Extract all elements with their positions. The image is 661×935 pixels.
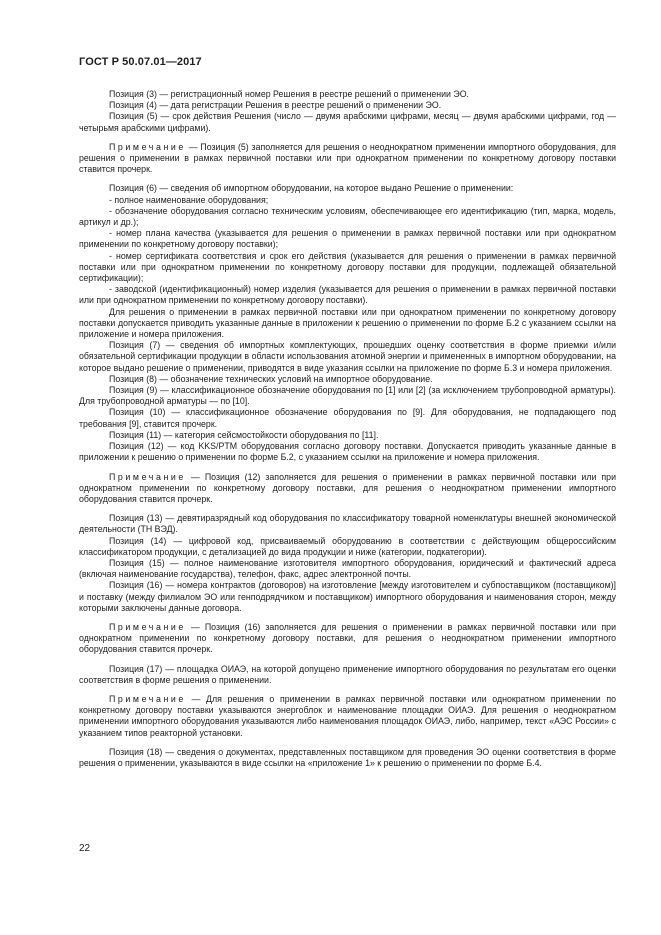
note-label: Примечание: [109, 141, 186, 152]
paragraph: Позиция (5) — срок действия Решения (число — двумя арабскими цифрами, месяц — двумя арабскими цифрами, год — четырьмя арабскими цифрами).: [79, 111, 616, 133]
list-item: - полное наименование оборудования;: [109, 194, 269, 205]
note-text: — Позиция (5) заполняется для решения о неоднократном применении импортного оборудования, для решения о применении в рамках первичной поставки или при однократном применении по конкретному договору поставки ставится прочерк.: [79, 141, 616, 175]
list-item: - обозначение оборудования согласно техническим условиям, обеспечивающее его идентификацию (тип, марка, модель, артикул и др.);: [79, 205, 616, 228]
paragraph: Позиция (9) — классификационное обозначение оборудования по [1] или [2] (за исключением трубопроводной арматуры). Для трубопроводной арматуры — по [10].: [79, 385, 616, 407]
note-text: — Позиция (12) заполняется для решения о применении в рамках первичной поставки или при однократном применении по конкретному договору поставки, для решения о неоднократном применении импортного оборудования ставится прочерк.: [79, 471, 616, 504]
paragraph: Позиция (10) — классификационное обозначение оборудования по [9]. Для оборудования, не подпадающего под требования [9], ставится прочерк.: [79, 407, 616, 429]
note-text: — Для решения о применении в рамках первичной поставки или однократном применении по конкретному договору поставки указываются энергоблок и наименование площадки ОИАЭ. Для решения о неоднократном применении импортного оборудования указываются либо наименования площадок ОИАЭ, либо, например, текст «АЭС России» с указанием типов реакторной установки.: [79, 693, 616, 738]
list-item: - номер сертификата соответствия и срок его действия (указывается для решения о применении в рамках первичной поставки или при однократном применении по конкретному договору поставки для продукции, подлежащей обязательной сертификации);: [79, 250, 616, 284]
paragraph: Позиция (3) — регистрационный номер Решения в реестре решений о применении ЭО.: [109, 89, 470, 99]
paragraph: Позиция (11) — категория сейсмостойкости оборудования по [11].: [109, 429, 379, 440]
note-label: Примечание: [109, 471, 186, 482]
note: [79, 694, 616, 739]
note: [79, 472, 616, 506]
note: [79, 622, 616, 656]
paragraph: Позиция (6) — сведения об импортном оборудовании, на которое выдано Решение о применении:: [109, 183, 514, 194]
list-item: - заводской (идентификационный) номер изделия (указывается для решения о применении в рамках первичной поставки или при однократном применении по конкретному договору поставки).: [79, 284, 616, 306]
paragraph: Позиция (18) — сведения о документах, представленных поставщиком для проведения ЭО оценки соответствия в форме решения о применении, указываются в виде ссылки на «приложение 1» к решению о применении по форме Б.4.: [79, 746, 616, 768]
note-label: Примечание: [109, 693, 186, 704]
document-header: ГОСТ Р 50.07.01—2017: [79, 56, 202, 68]
note-text: — Позиция (16) заполняется для решения о применении в рамках первичной поставки или при однократном применении по конкретному договору поставки, для решения о неоднократном применении импортного оборудования ставится прочерк.: [79, 621, 616, 655]
paragraph: Позиция (17) — площадка ОИАЭ, на которой допущено применение импортного оборудования по результатам его оценки соответствия в форме решения о применении.: [79, 663, 616, 685]
document-body: [79, 89, 616, 769]
paragraph: Позиция (14) — цифровой код, присваиваемый оборудованию в соответствии с действующим общероссийским классификатором продукции, с детализацией до вида продукции и ниже (категории, подкатегории).: [79, 535, 616, 557]
paragraph: Позиция (4) — дата регистрации Решения в реестре решений о применении ЭО.: [109, 100, 442, 111]
paragraph: Позиция (16) — номера контрактов (договоров) на изготовление [между изготовителем и субпоставщиком (поставщиком)] и поставку (между филиалом ЭО или генподрядчиком и поставщиком) импортного оборудования и наименования сторон, между которыми заключены данные договора.: [79, 580, 616, 613]
paragraph: Позиция (8) — обозначение технических условий на импортное оборудование.: [109, 373, 433, 384]
list-item: - номер плана качества (указывается для решения о применении в рамках первичной поставки или при однократном применении по конкретному договору поставки);: [79, 228, 616, 250]
paragraph: Позиция (7) — сведения об импортных комплектующих, прошедших оценку соответствия в форме приемки и/или обязательной сертификации продукции в области использования атомной энергии и примененных в импортном оборудовании, на которое выдано решение о применении, приводятся в виде указания ссылки на приложение по форме Б.3 и номера приложения.: [79, 340, 616, 373]
note-label: Примечание: [109, 621, 186, 632]
paragraph: Позиция (13) — девятиразрядный код оборудования по классификатору товарной номенклатуры внешней экономической деятельности (ТН ВЭД).: [79, 513, 616, 535]
page-number: 22: [79, 843, 91, 854]
note: [79, 142, 616, 176]
paragraph: Позиция (15) — полное наименование изготовителя импортного оборудования, юридический и фактический адреса (включая наименование государства), телефон, факс, адрес электронной почты.: [79, 557, 616, 580]
paragraph: Для решения о применении в рамках первичной поставки или при однократном применении по конкретному договору поставки допускается приводить указанные данные в приложении к решению о применении по форме Б.2 с указанием ссылки на приложение и номера приложения.: [79, 306, 616, 340]
paragraph: Позиция (12) — код KKS/PTM оборудования согласно договору поставки. Допускается приводить указанные данные в приложении к решению о применении по форме Б.2, с указанием ссылки на приложение и номера приложения.: [79, 441, 616, 463]
